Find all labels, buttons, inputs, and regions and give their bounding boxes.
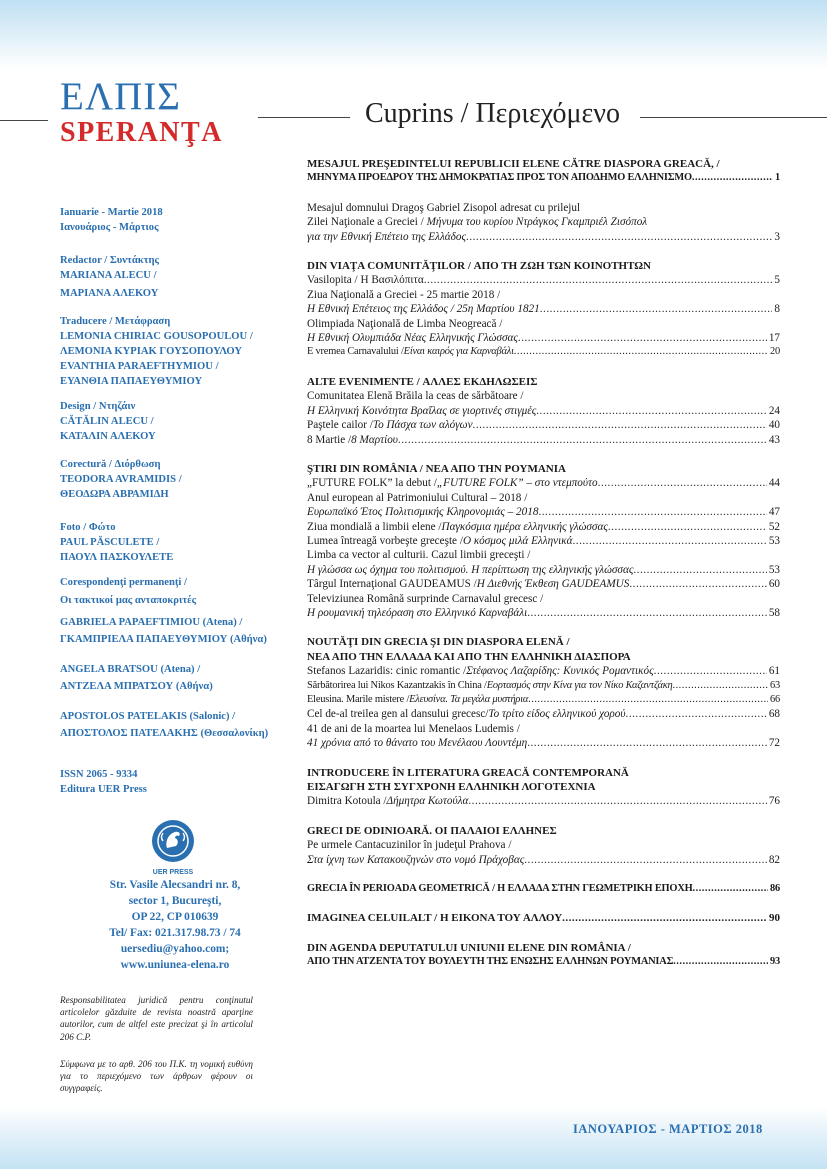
entry-title-el: Είναι καιρός για Καρναβάλι — [403, 346, 514, 358]
proof-block — [60, 457, 290, 502]
entry-title: Η ρουμανική τηλεόραση στο Ελληνικό Καρναβάλι — [307, 606, 528, 619]
entry-title-el: Στέφανος Λαζαρίδης: Κυνικός Ρομαντικός — [466, 665, 654, 678]
spacer — [307, 447, 780, 462]
spacer — [307, 244, 780, 259]
toc-entry[interactable] — [307, 520, 780, 534]
translator: ΕΥΑΝΘΙΑ ΠΑΠΑΕΥΘΥΜΙΟΥ — [60, 376, 203, 387]
entry-title: Ευρωπαϊκό Έτος Πολιτισμικής Κληρονομιάς – 2018 — [307, 506, 539, 519]
toc-entry[interactable] — [307, 433, 780, 447]
spacer — [307, 751, 780, 766]
logo-text: UER PRESS — [152, 869, 194, 876]
toc-entry[interactable] — [307, 707, 780, 721]
entry-line: Mesajul domnului Dragoş Gabriel Zisopol adresat cu prilejul — [307, 201, 581, 214]
website-link[interactable]: www.uniunea-elena.ro — [120, 959, 230, 971]
correspondent-3 — [60, 709, 290, 741]
entry-line: Televiziunea Română surprinde Carnavalul grecesc / — [307, 592, 544, 605]
photo-el: ΠΑΟΥΛ ΠΑΣΚΟΥΛΕΤΕ — [60, 552, 174, 563]
entry-line: Ziua Naţională a Greciei - 25 martie 2018 / — [307, 288, 501, 301]
toc-entry[interactable] — [307, 418, 780, 432]
spacer — [307, 926, 780, 941]
publisher: Editura UER Press — [60, 784, 147, 795]
entry-line: Olimpiada Naţională de Limba Neogreacă / — [307, 317, 503, 330]
page-number: 43 — [768, 433, 780, 446]
toc-entry[interactable] — [307, 853, 780, 867]
toc-entry[interactable] — [307, 794, 780, 808]
entry-title: Lumea întreagă vorbeşte greceşte / — [307, 534, 463, 547]
page-number: 63 — [770, 679, 780, 691]
toc-entry[interactable] — [307, 679, 780, 693]
editor-ro: MARIANA ALECU / — [60, 270, 157, 281]
page-number: 68 — [768, 708, 780, 721]
correspondent-name-ro: GABRIELA PAPAEFTIMIOU (Atena) / — [60, 617, 243, 628]
entry-title-el: Ο κόσμος μιλά Ελληνικά — [462, 534, 573, 547]
entry-line: Anul european al Patrimoniului Cultural – 2018 / — [307, 491, 528, 504]
entry-title-el: „FUTURE FOLK” – στο ντεμπούτο — [436, 477, 598, 490]
entry-title: IMAGINEA CELUILALT / Η ΕΙΚΟΝΑ ΤΟΥ ΑΛΛΟΥ — [307, 912, 563, 925]
toc-entry[interactable] — [307, 955, 780, 969]
entry-title-el: Ελευσίνα. Τα μεγάλα μυστήρια — [409, 694, 529, 705]
uer-press-logo-icon — [144, 817, 202, 877]
page-number: 53 — [768, 563, 780, 576]
correspondent-name-el: ΑΠΟΣΤΟΛΟΣ ΠΑΤΕΛΑΚΗΣ (Θεσσαλονίκη) — [60, 728, 269, 739]
correspondents-block — [60, 575, 290, 608]
entry-title: Η Εθνική Επέτειος της Ελλάδος / 25η Μαρτίου 1821 — [307, 303, 540, 316]
dot-leader — [540, 302, 773, 316]
entry-title: για την Εθνική Επέτειο της Ελλάδος — [307, 230, 467, 243]
page-number: 93 — [770, 956, 780, 968]
title-rule-left — [258, 117, 350, 118]
address-block — [60, 877, 290, 973]
entry-line: Comunitatea Elenă Brăila la ceas de sărbătoare / — [307, 390, 524, 403]
design-el: ΚΑΤΑΛΙΝ ΑΛΕΚΟΥ — [60, 431, 156, 442]
issue-block — [60, 205, 290, 235]
spacer — [307, 360, 780, 375]
photo-role: Foto / Φώτο — [60, 522, 116, 533]
page-number: 58 — [768, 606, 780, 619]
page-title: Cuprins / Περιεχόμενο — [365, 98, 620, 129]
address-line: sector 1, Bucureşti, — [128, 895, 222, 907]
entry-title: 41 χρόνια από το θάνατο του Μενέλαου Λουντέμη — [307, 737, 528, 750]
correspondent-name-ro: APOSTOLOS PATELAKIS (Salonic) / — [60, 711, 236, 722]
toc-entry[interactable] — [307, 664, 780, 678]
toc-entry[interactable] — [307, 273, 780, 287]
spacer — [307, 896, 780, 911]
entry-el: Μήνυμα του κυρίου Ντράγκος Γκαμπριέλ Ζισόπολ — [426, 216, 648, 229]
entry-title-el: 8 Μαρτίου — [351, 433, 398, 446]
section-heading: ŞTIRI DIN ROMÂNIA / ΝΕΑ ΑΠΟ ΤΗΝ ΡΟΥΜΑΝΙΑ — [307, 462, 566, 475]
toc-entry[interactable] — [307, 505, 780, 519]
phone-fax: Tel/ Fax: 021.317.98.73 / 74 — [109, 927, 241, 939]
dot-leader — [518, 331, 767, 345]
entry-title-el: Το Πάσχα των αλόγων — [372, 419, 473, 432]
address-line: Str. Vasile Alecsandri nr. 8, — [109, 879, 241, 891]
editor-role: Redactor / Συντάκτης — [60, 255, 160, 266]
entry-title-el: Παγκόσμια ημέρα ελληνικής γλώσσας — [441, 520, 608, 533]
page-number: 60 — [768, 578, 780, 591]
toc-entry[interactable] — [307, 404, 780, 418]
page-number: 86 — [770, 883, 780, 895]
page-number: 76 — [768, 795, 780, 808]
entry-line: Limba ca vector al culturii. Cazul limbii greceşti / — [307, 549, 531, 562]
page-number: 72 — [768, 737, 780, 750]
entry-title: Η Ελληνική Κοινότητα Βραΐλας σε γιορτινές στιγμές — [307, 404, 537, 417]
translator: LEMONIA CHIRIAC GOUSOPOULOU / — [60, 331, 253, 342]
logo-greek: ΕΛΠΙΣ — [60, 75, 181, 118]
entry-ro: Zilei Naţionale a Greciei / — [307, 216, 427, 229]
toc-entry[interactable] — [307, 302, 780, 316]
dot-leader — [608, 520, 767, 534]
page-number: 61 — [768, 665, 780, 678]
proof-role: Corectură / Διόρθωση — [60, 459, 161, 470]
entry-title: Στα ίχνη των Κατακουζηνών στο νομό Πράχοβας — [307, 853, 525, 866]
section-heading: DIN AGENDA DEPUTATULUI UNIUNII ELENE DIN ROMÂNIA / — [307, 941, 631, 954]
entry-title: Η Εθνική Ολυμπιάδα Νέας Ελληνικής Γλώσσας — [307, 332, 518, 345]
dot-leader — [598, 476, 767, 490]
toc-entry[interactable] — [307, 693, 780, 707]
dot-leader — [473, 418, 767, 432]
dot-leader — [466, 230, 772, 244]
design-block — [60, 399, 290, 444]
dot-leader — [654, 664, 767, 678]
dot-leader — [527, 736, 767, 750]
correspondent-name-ro: ANGELA BRATSOU (Atena) / — [60, 664, 201, 675]
page-number: 82 — [768, 853, 780, 866]
left-rule — [0, 120, 48, 121]
toc-entry[interactable] — [307, 345, 780, 359]
correspondent-1 — [60, 615, 290, 647]
dot-leader — [572, 534, 766, 548]
section-heading: NOUTĂŢI DIN GRECIA ŞI DIN DIASPORA ELENĂ / — [307, 636, 570, 649]
page-number: 66 — [770, 694, 780, 705]
entry-title: „FUTURE FOLK” la debut / — [307, 477, 437, 490]
design-ro: CĂTĂLIN ALECU / — [60, 416, 154, 427]
page-number: 40 — [768, 419, 780, 432]
page-number: 53 — [768, 534, 780, 547]
logo-romanian: SPERANŢA — [60, 117, 223, 148]
entry-title: Târgul Internaţional GAUDEAMUS / — [307, 578, 477, 591]
page-number: 3 — [774, 230, 780, 243]
dot-leader — [524, 853, 767, 867]
table-of-contents — [307, 157, 780, 970]
translator: ΛΕΜΟΝΙΑ ΚΥΡΙΑΚ ΓΟΥΣΟΠΟΥΛΟΥ — [60, 346, 242, 357]
entry-title: Ziua mondială a limbii elene / — [307, 520, 442, 533]
page-number: 24 — [768, 404, 780, 417]
toc-entry[interactable] — [307, 577, 780, 591]
entry-title: Stefanos Lazaridis: cinic romantic / — [307, 665, 467, 678]
footer-issue-date: ΙΑΝΟΥΑΡΙΟΣ - ΜΑΡΤΙΟΣ 2018 — [573, 1122, 763, 1136]
entry-title: Paştele cailor / — [307, 419, 373, 432]
dot-leader — [514, 345, 768, 359]
entry-line: Pe urmele Cantacuzinilor în judeţul Prahova / — [307, 839, 512, 852]
dot-leader — [673, 955, 768, 969]
spacer — [307, 620, 780, 635]
page-number: 90 — [769, 912, 780, 925]
dot-leader — [672, 679, 768, 693]
entry-line: 41 de ani de la moartea lui Menelaos Ludemis / — [307, 722, 520, 735]
dot-leader — [629, 577, 766, 591]
entry-title: ΜΗΝΥΜΑ ΠΡΟΕΔΡΟΥ ΤΗΣ ΔΗΜΟΚΡΑΤΙΑΣ ΠΡΟΣ ΤΟΝ ΑΠΟΔΗΜΟ ΕΛΛΗΝΙΣΜΟ — [307, 172, 692, 184]
entry-line — [307, 215, 780, 229]
entry-title-el: Δήμητρα Κωτούλα — [386, 795, 469, 808]
editor-block — [60, 253, 290, 301]
toc-entry[interactable] — [307, 911, 780, 925]
page-number: 20 — [770, 346, 780, 358]
dot-leader — [468, 794, 766, 808]
address-line: OP 22, CP 010639 — [131, 911, 219, 923]
section-heading: GRECI DE ODINIOARĂ. ΟΙ ΠΑΛΑΙΟΙ ΕΛΛΗΝΕΣ — [307, 824, 557, 837]
entry-title: ΑΠΟ ΤΗΝ ΑΤΖΕΝΤΑ ΤΟΥ ΒΟΥΛΕΥΤΗ ΤΗΣ ΕΝΩΣΗΣ ΕΛΛΗΝΩΝ ΡΟΥΜΑΝΙΑΣ — [307, 956, 674, 968]
photo-ro: PAUL PĂSCULETE / — [60, 537, 160, 548]
entry-title: 8 Martie / — [307, 433, 352, 446]
toc-entry[interactable] — [307, 476, 780, 490]
design-role: Design / Ντηζάιν — [60, 401, 136, 412]
entry-title: Vasilopita / Η Βασιλόπιτα — [307, 274, 424, 287]
spacer — [307, 809, 780, 824]
toc-entry[interactable] — [307, 171, 780, 185]
toc-entry[interactable] — [307, 563, 780, 577]
section-heading: ΕΙΣΑΓΩΓΗ ΣΤΗ ΣΥΓΧΡΟΝΗ ΕΛΛΗΝΙΚΗ ΛΟΓΟΤΕΧΝΙΑ — [307, 781, 596, 794]
dot-leader — [626, 707, 767, 721]
dot-leader — [538, 505, 766, 519]
top-gradient-band — [0, 0, 827, 70]
page-number: 1 — [775, 172, 780, 184]
dot-leader — [692, 171, 773, 185]
toc-entry[interactable] — [307, 736, 780, 750]
translation-block — [60, 314, 290, 389]
issn: ISSN 2065 - 9334 — [60, 769, 138, 780]
entry-title: Η γλώσσα ως όχημα του πολιτισμού. Η περίπτωση της ελληνικής γλώσσας — [307, 563, 634, 576]
entry-title: GRECIA ÎN PERIOADA GEOMETRICĂ / Η ΕΛΛΑΔΑ ΣΤΗΝ ΓΕΩΜΕΤΡΙΚΗ ΕΠΟΧΗ — [307, 883, 693, 895]
dot-leader — [633, 563, 766, 577]
dot-leader — [398, 433, 767, 447]
entry-title-el: Η Διεθνής Έκθεση GAUDEAMUS — [476, 578, 630, 591]
entry-title: Dimitra Kotoula / — [307, 795, 387, 808]
toc-entry[interactable] — [307, 882, 780, 896]
translation-role: Traducere / Μετάφραση — [60, 316, 171, 327]
dot-leader — [527, 606, 767, 620]
entry-title-el: Εορτασμός στην Κίνα για τον Νίκο Καζαντζάκη — [486, 679, 673, 691]
disclaimer-el: Σύμφωνα με το αρθ. 206 του Π.Κ. τη νομική ευθύνη για το περιεχόμενο των άρθρων φέρουν οι συγγραφείς. — [60, 1059, 253, 1094]
entry-title-el: Το τρίτο είδος ελληνικού χορού — [488, 708, 626, 721]
correspondent-name-el: ΑΝΤΖΕΛΑ ΜΠΡΑΤΣΟΥ (Αθήνα) — [60, 681, 213, 692]
editor-el: ΜΑΡΙΑΝΑ ΑΛΕΚΟΥ — [60, 288, 159, 299]
dot-leader — [424, 273, 773, 287]
correspondent-2 — [60, 662, 290, 694]
spacer — [307, 867, 780, 882]
page-number: 5 — [774, 274, 780, 287]
corr-role-el: Οι τακτικοί μας ανταποκριτές — [60, 595, 197, 606]
toc-entry[interactable] — [307, 230, 780, 244]
section-heading: MESAJUL PREŞEDINTELUI REPUBLICII ELENE CĂTRE DIASPORA GREACĂ, / — [307, 158, 720, 170]
entry-title: Cel de-al treilea gen al dansului grecesc/ — [307, 708, 489, 721]
section-heading: DIN VIAŢA COMUNITĂŢILOR / ΑΠΟ ΤΗ ΖΩΗ ΤΩΝ ΚΟΙΝΟΤΗΤΩΝ — [307, 260, 652, 273]
corr-role-ro: Corespondenţi permanenţi / — [60, 577, 187, 588]
email-link[interactable]: uersediu@yahoo.com; — [120, 943, 230, 955]
issue-el: Ιανουάριος - Μάρτιος — [60, 222, 159, 233]
photo-block — [60, 520, 290, 565]
page-number: 8 — [774, 303, 780, 316]
proof-el: ΘΕΟΔΩΡΑ ΑΒΡΑΜΙΔΗ — [60, 489, 169, 500]
section-heading: ΝΕΑ ΑΠΟ ΤΗΝ ΕΛΛΑΔΑ ΚΑΙ ΑΠΟ ΤΗΝ ΕΛΛΗΝΙΚΗ ΔΙΑΣΠΟΡΑ — [307, 650, 631, 663]
toc-entry[interactable] — [307, 534, 780, 548]
section-heading: INTRODUCERE ÎN LITERATURA GREACĂ CONTEMPORANĂ — [307, 766, 629, 779]
dot-leader — [562, 911, 767, 925]
toc-entry[interactable] — [307, 606, 780, 620]
correspondent-name-el: ΓΚΑΜΠΡΙΕΛΑ ΠΑΠΑΕΥΘΥΜΙΟΥ (Αθήνα) — [60, 634, 267, 645]
dot-leader — [693, 882, 768, 896]
dot-leader — [536, 404, 767, 418]
page-number: 47 — [768, 506, 780, 519]
proof-ro: TEODORA AVRAMIDIS / — [60, 474, 182, 485]
title-rule-right — [640, 117, 827, 118]
issn-block — [60, 767, 290, 797]
spacer — [307, 186, 780, 201]
entry-title: Sărbătorirea lui Nikos Kazantzakis în China / — [307, 679, 487, 691]
entry-title: E vremea Carnavalului / — [307, 346, 404, 358]
issue-ro: Ianuarie - Martie 2018 — [60, 207, 163, 218]
section-heading: ALTE EVENIMENTE / ΑΛΛΕΣ ΕΚΔΗΛΩΣΕΙΣ — [307, 375, 538, 388]
dot-leader — [528, 693, 768, 707]
disclaimer-ro: Responsabilitatea juridică pentru conţinutul articolelor găzduite de revista noastră aparţine autorilor, cum de altfel este precizat şi în articolul 206 C.P. — [60, 995, 253, 1042]
toc-entry[interactable] — [307, 331, 780, 345]
entry-title: Eleusina. Marile mistere / — [307, 694, 410, 705]
page-number: 17 — [768, 332, 780, 345]
translator: EVANTHIA PARAEFTHYMIOU / — [60, 361, 219, 372]
page-number: 52 — [768, 520, 780, 533]
page-number: 44 — [768, 477, 780, 490]
bottom-gradient-band — [0, 1107, 827, 1169]
